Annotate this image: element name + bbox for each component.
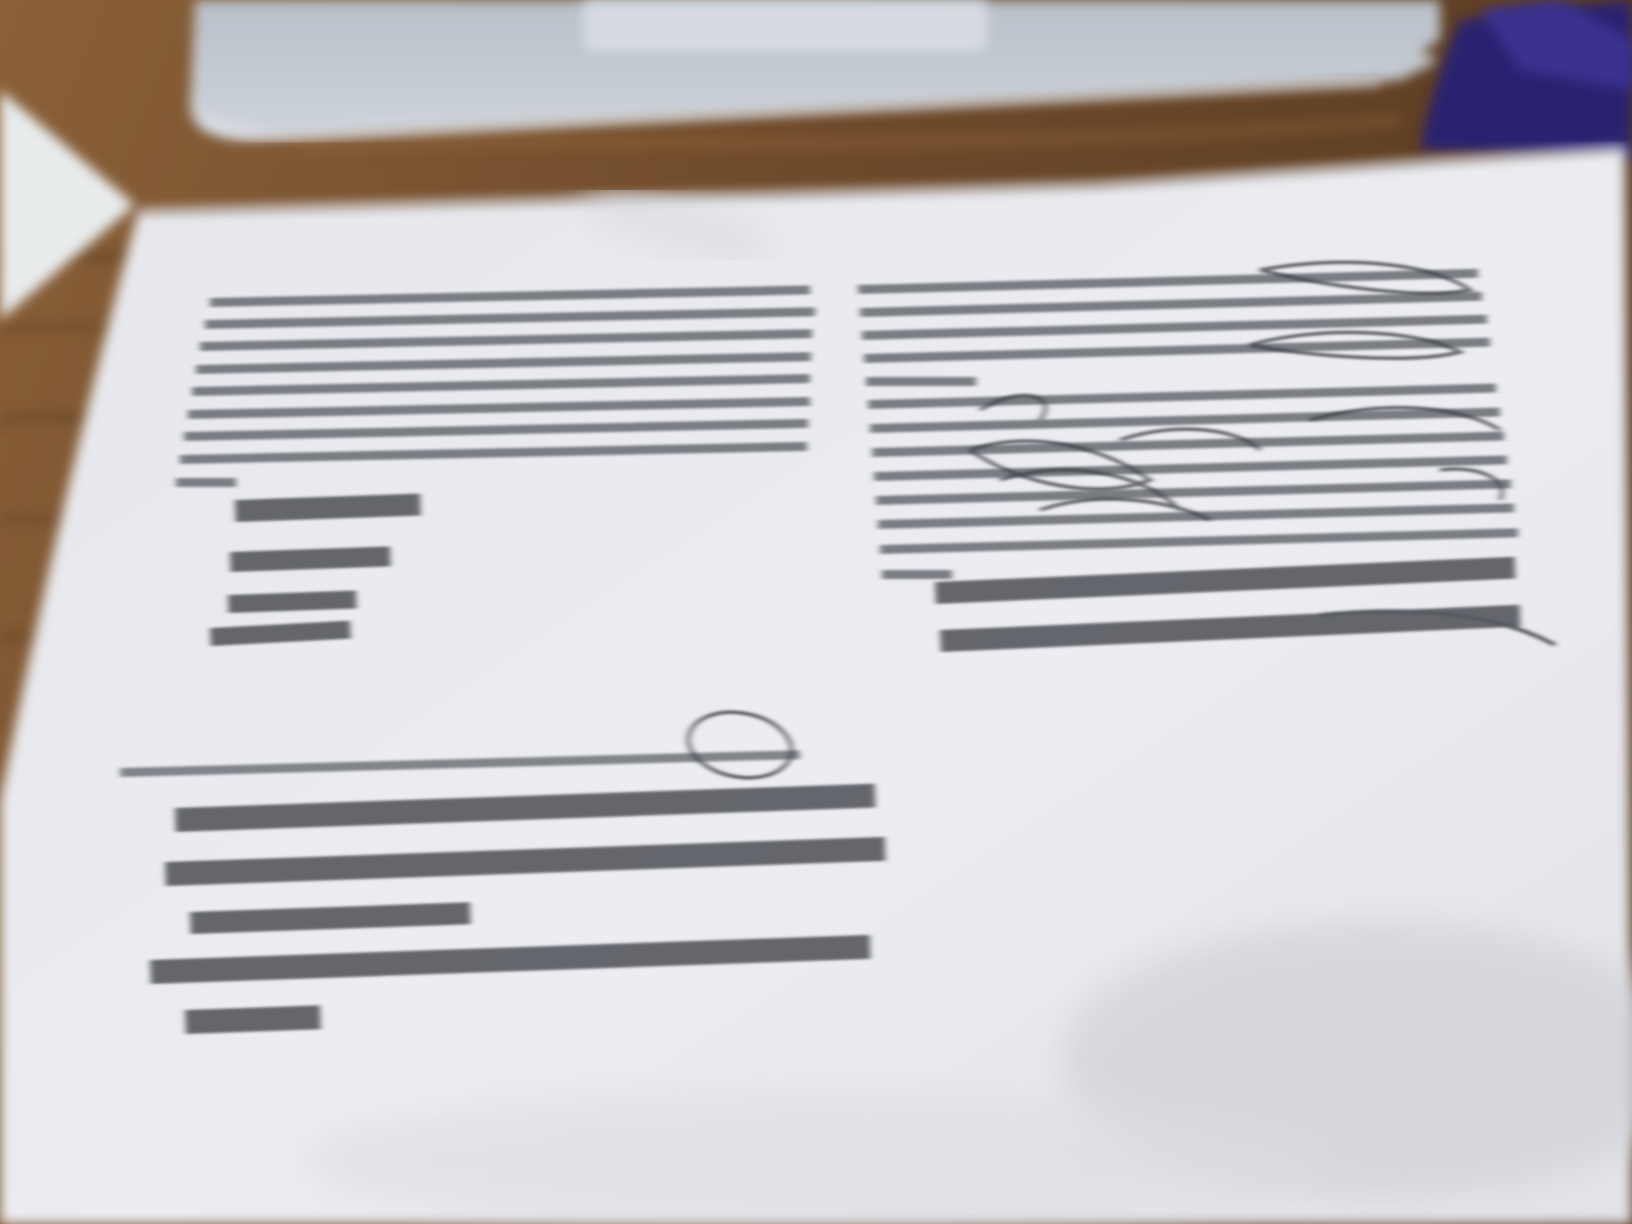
trackpad: [580, 0, 990, 55]
paper-sheet: [0, 148, 1632, 1224]
